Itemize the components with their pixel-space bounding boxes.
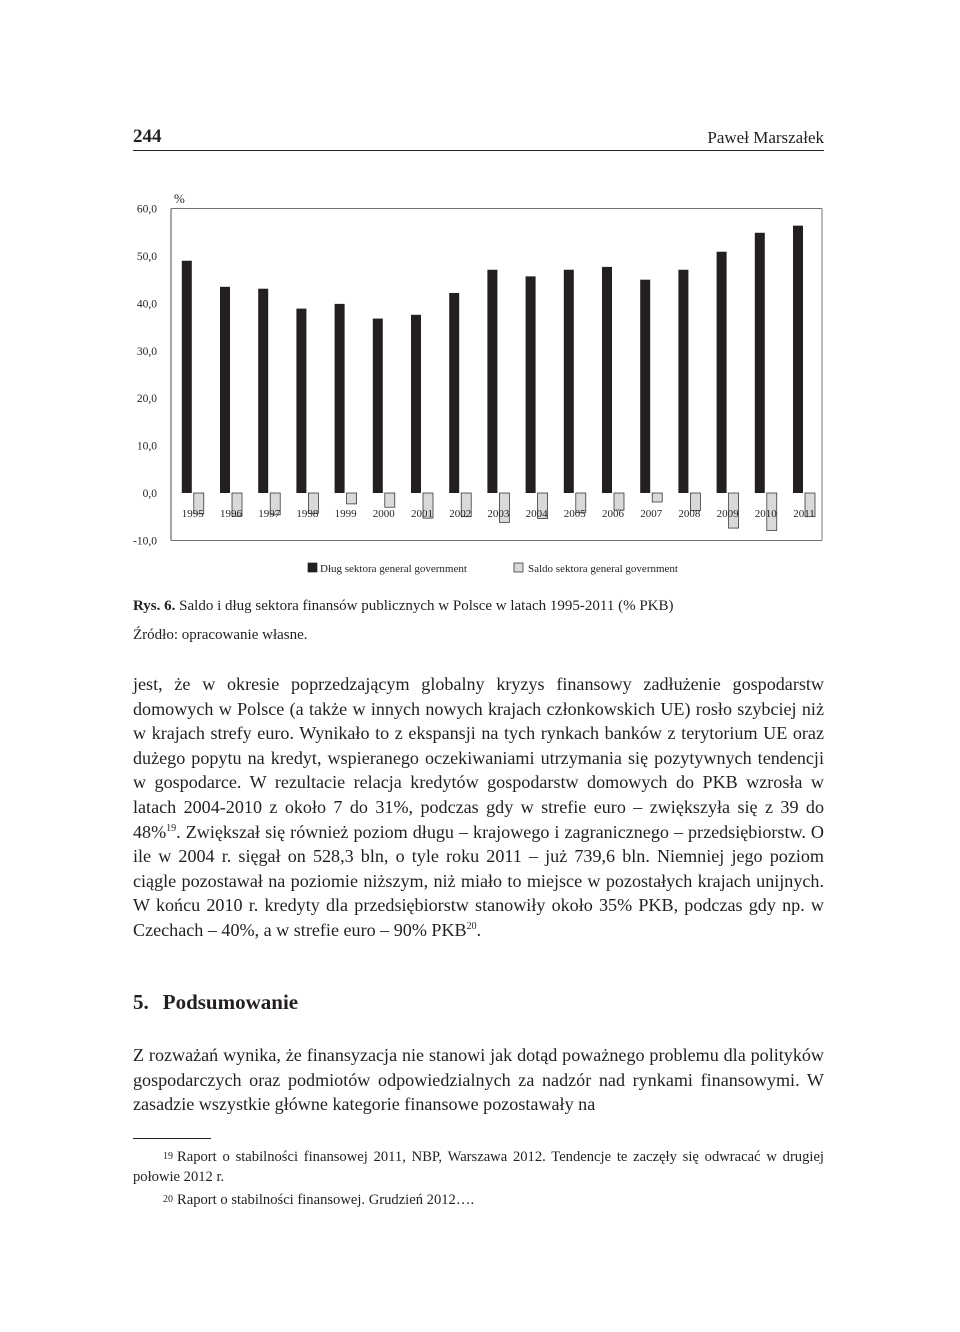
x-tick-label: 1998 xyxy=(296,508,319,520)
bars xyxy=(182,226,815,531)
bar-debt-2005 xyxy=(564,270,574,493)
bar-balance-1999 xyxy=(347,493,357,504)
para1-text-c: . xyxy=(476,919,482,940)
x-tick-label: 2000 xyxy=(372,508,395,520)
x-tick-label: 1997 xyxy=(258,508,281,520)
section-heading xyxy=(133,990,312,1015)
footnote-text: Raport o stabilności finansowej. Grudzień 2012…. xyxy=(177,1192,475,1208)
legend xyxy=(308,563,678,575)
x-tick-label: 2008 xyxy=(678,508,701,520)
x-tick-label: 2003 xyxy=(487,508,510,520)
x-tick-label: 2006 xyxy=(602,508,624,520)
bar-debt-2011 xyxy=(793,226,803,493)
y-tick-label: 20,0 xyxy=(136,393,157,406)
bar-debt-2009 xyxy=(717,252,727,493)
y-tick-label: 0,0 xyxy=(142,488,157,500)
x-tick-label: 1999 xyxy=(334,508,357,520)
footnote-ref-19[interactable]: 19 xyxy=(166,822,177,834)
section-title: Podsumowanie xyxy=(162,990,299,1014)
bar-debt-2001 xyxy=(411,315,421,493)
footnote-19 xyxy=(133,1147,824,1187)
bar-debt-2010 xyxy=(755,233,765,493)
x-tick-label: 2009 xyxy=(716,508,739,520)
bar-debt-2000 xyxy=(373,319,383,493)
x-tick-label: 2005 xyxy=(563,508,586,520)
section-number: 5. xyxy=(133,990,149,1014)
bar-debt-1998 xyxy=(296,309,306,493)
y-axis-unit-label: % xyxy=(174,191,185,206)
x-tick-label: 2007 xyxy=(640,508,663,520)
figure-caption xyxy=(133,598,674,615)
body-paragraph-2: Z rozważań wynika, że finansyzacja nie stanowi jak dotąd poważnego problemu dla polityków gospodarczych oraz podmiotów odpowiedzialnych za nadzór nad rynkami finansowymi. W zasadzie wszystkie główne kategorie finansowe pozostawały na xyxy=(133,1045,824,1115)
bar-debt-2008 xyxy=(678,270,688,493)
legend-swatch-balance xyxy=(514,563,523,572)
x-tick-label: 2002 xyxy=(449,508,472,520)
caption-label: Rys. 6. xyxy=(133,598,176,614)
debt-balance-chart xyxy=(0,0,960,590)
bar-debt-1999 xyxy=(335,304,345,493)
footnote-number: 19 xyxy=(163,1151,173,1162)
x-tick-label: 2011 xyxy=(793,508,815,520)
bar-debt-1995 xyxy=(182,261,192,493)
footnote-text: Raport o stabilności finansowej 2011, NBP, Warszawa 2012. Tendencje te zaczęły się odwracać w drugiej połowie 2012 r. xyxy=(133,1149,824,1185)
x-tick-label: 1996 xyxy=(220,508,242,520)
footnote-20 xyxy=(133,1190,824,1210)
y-tick-label: 30,0 xyxy=(136,345,157,358)
x-axis-labels xyxy=(182,508,815,520)
y-tick-label: 50,0 xyxy=(136,251,157,263)
bar-debt-1997 xyxy=(258,289,268,493)
bar-balance-2000 xyxy=(385,493,395,507)
bar-debt-2003 xyxy=(487,270,497,493)
footnote-ref-20[interactable]: 20 xyxy=(466,920,477,932)
y-tick-label: -10,0 xyxy=(133,535,157,548)
caption-text: Saldo i dług sektora finansów publicznych w Polsce w latach 1995-2011 (% PKB) xyxy=(179,598,674,614)
legend-label-balance: Saldo sektora general government xyxy=(528,563,678,575)
footnote-rule xyxy=(133,1138,211,1139)
para1-text-b: . Zwiększał się również poziom długu – krajowego i zagranicznego – przedsiębiorstw. O ile w 2004 r. sięgał on 528,3 bln, o tyle roku 2011 – już 739,6 bln. Niemniej jego poziom ciągle pozostawał na poziomie niższym, niż miało to miejsce w pozostałych krajach unijnych. W końcu 2010 r. kredyty dla przedsiębiorstw stanowiły około 35% PKB, podczas gdy np. w Czechach – 40%, a w strefie euro – 90% PKB xyxy=(133,821,824,940)
x-tick-label: 2001 xyxy=(411,508,433,520)
y-tick-label: 60,0 xyxy=(136,203,157,216)
x-tick-label: 1995 xyxy=(181,508,204,520)
bar-debt-2006 xyxy=(602,267,612,493)
bar-debt-1996 xyxy=(220,287,230,493)
bar-debt-2004 xyxy=(526,276,536,493)
body-paragraph-1 xyxy=(133,672,824,943)
para1-text-a: jest, że w okresie poprzedzającym globalny kryzys finansowy zadłużenie gospodarstw domowych w Polsce (a także w innych nowych krajach członkowskich UE) rosło szybciej niż w krajach strefy euro. Wynikało to z ekspansji na tych rynkach banków z terytorium UE oraz dużego popytu na kredyt, wspieranego oczekiwaniami utrzymania się pozytywnych tendencji w gospodarce. W rezultacie relacja kredytów gospodarstw domowych do PKB wzrosła w latach 2004-2010 z około 7 do 31%, podczas gdy w strefie euro – zwiększyła się z 39 do 48% xyxy=(133,674,824,842)
y-tick-label: 40,0 xyxy=(136,298,157,311)
footnote-number: 20 xyxy=(163,1194,173,1205)
page-number: 244 xyxy=(133,126,162,147)
bar-debt-2002 xyxy=(449,293,459,493)
y-tick-label: 10,0 xyxy=(136,440,157,453)
legend-swatch-debt xyxy=(308,563,317,572)
figure-source: Źródło: opracowanie własne. xyxy=(133,627,308,643)
x-tick-label: 2010 xyxy=(754,508,777,520)
x-tick-label: 2004 xyxy=(525,508,548,520)
running-header-author: Paweł Marszałek xyxy=(707,128,824,147)
legend-label-debt: Dług sektora general government xyxy=(320,563,467,575)
bar-balance-2007 xyxy=(652,493,662,502)
bar-debt-2007 xyxy=(640,280,650,493)
